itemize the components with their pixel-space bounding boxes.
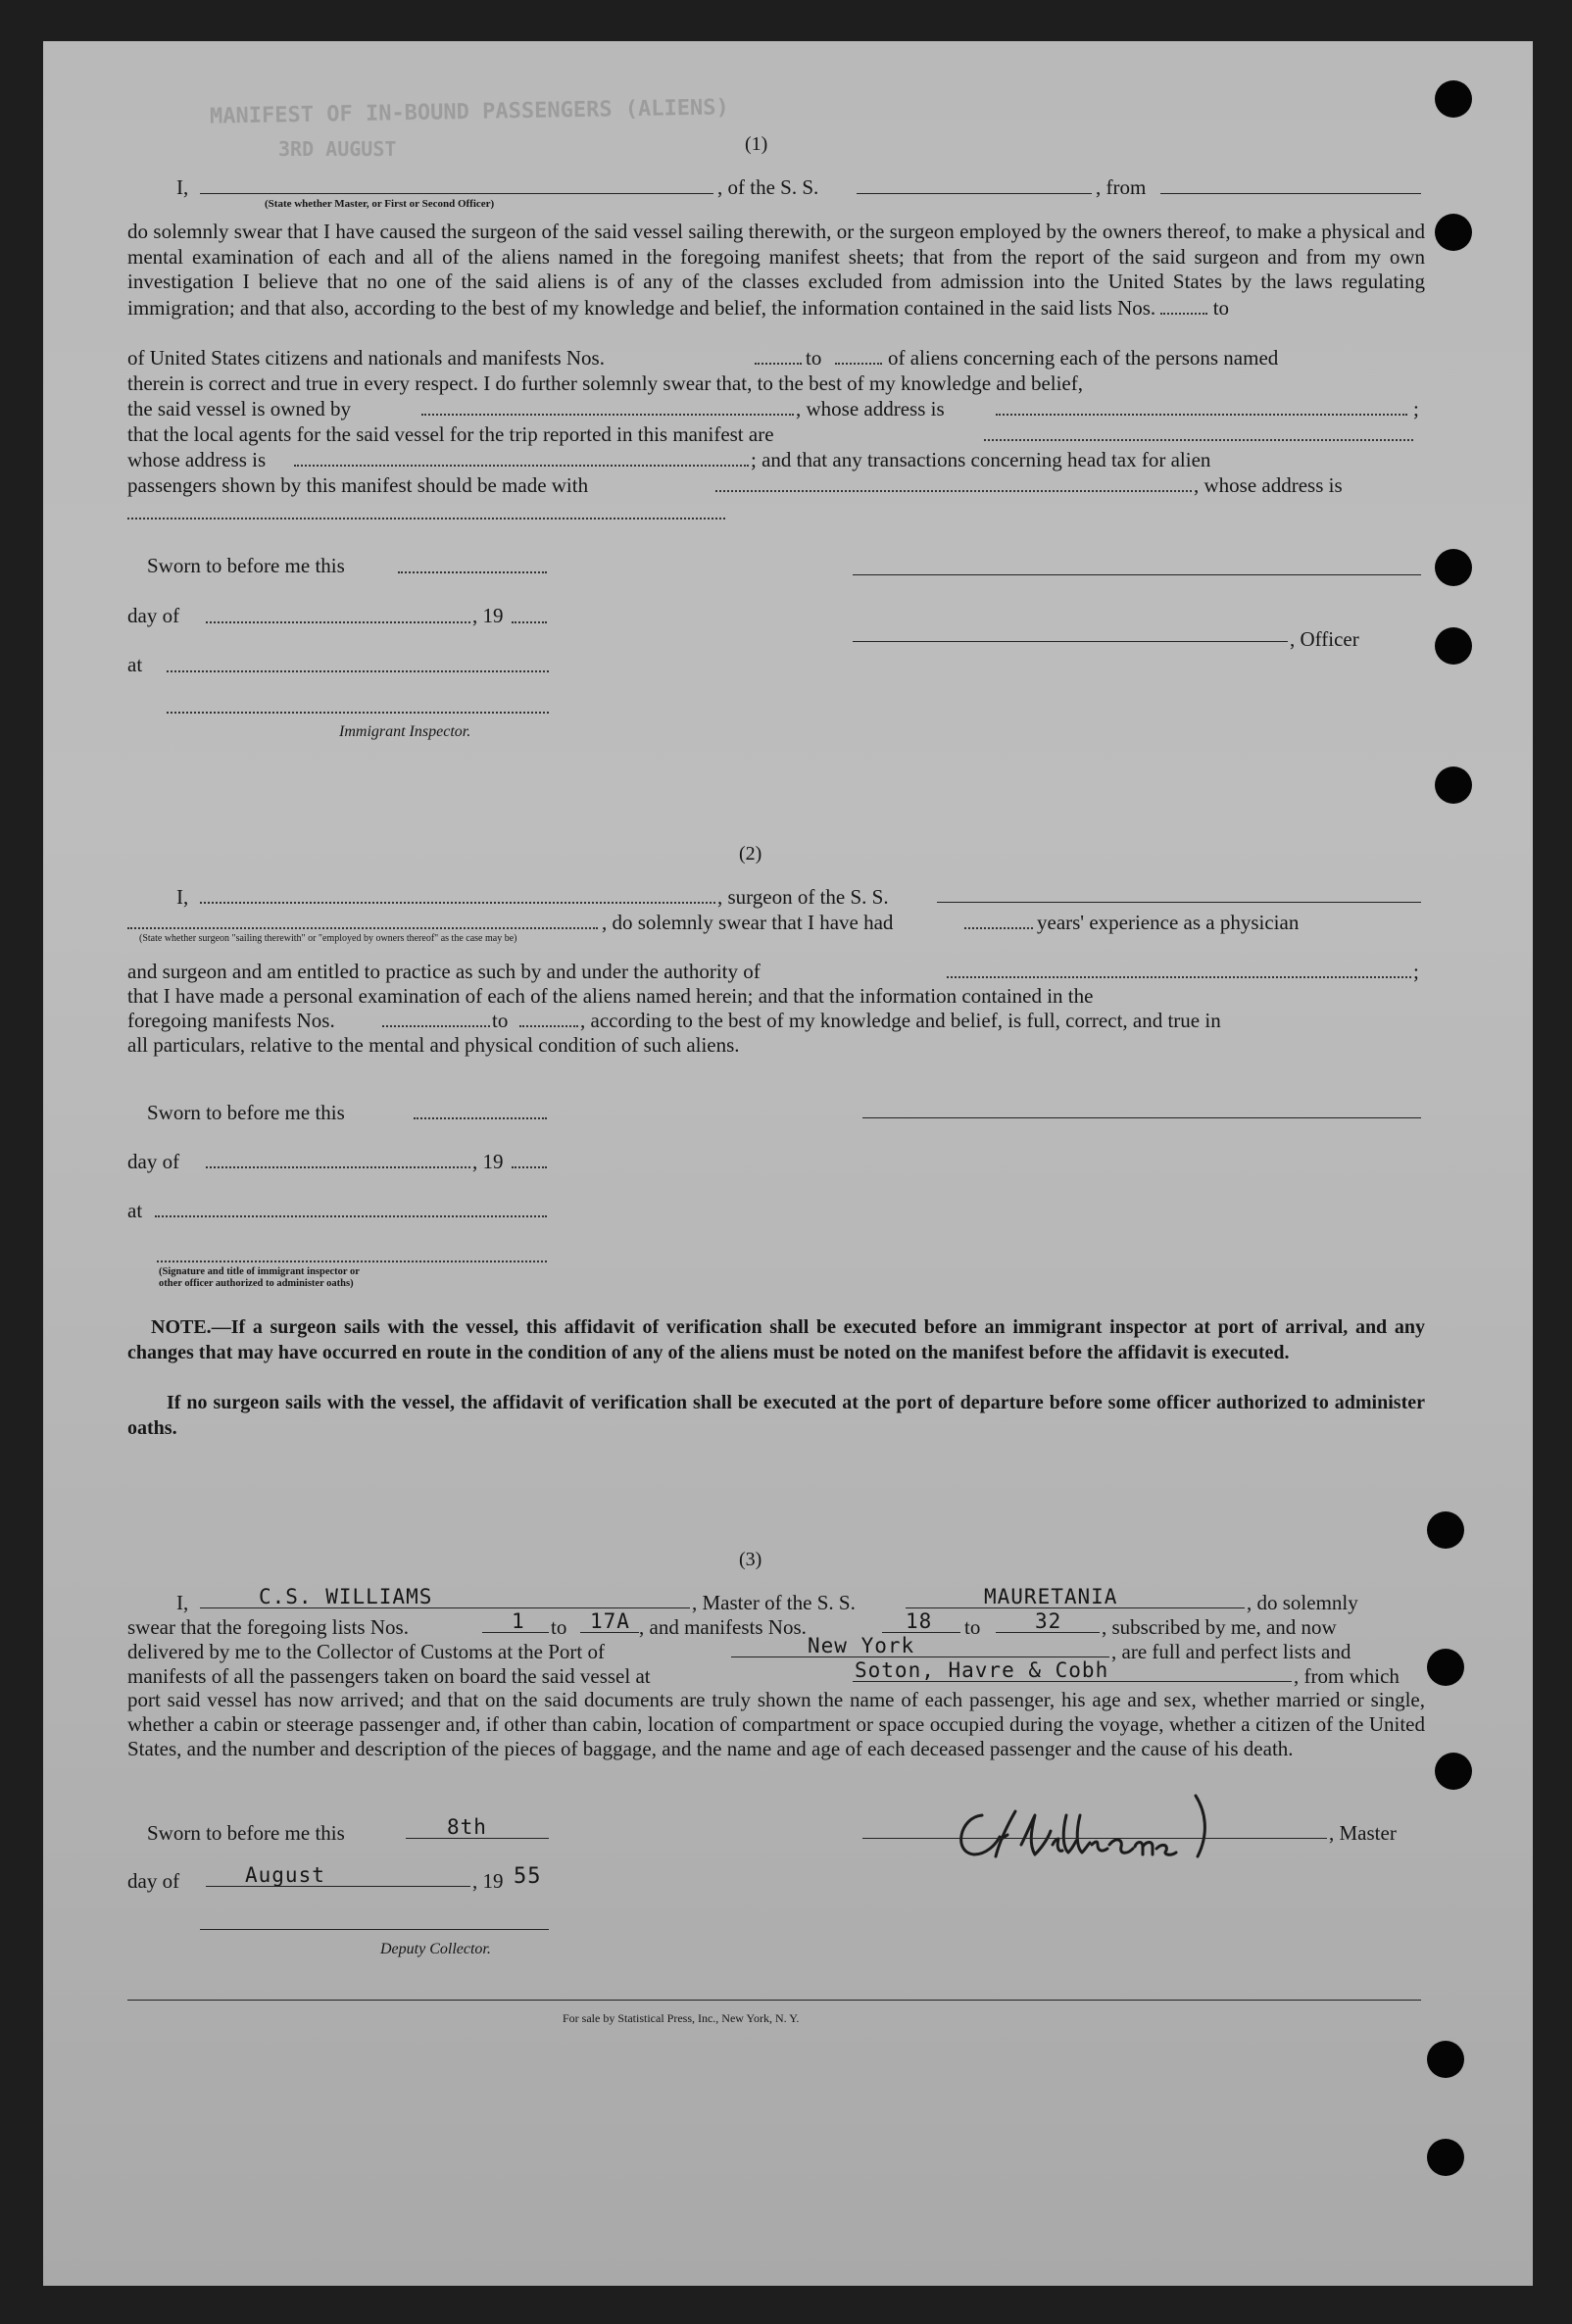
s2-at-line xyxy=(155,1215,547,1217)
ghost-header: MANIFEST OF IN-BOUND PASSENGERS (ALIENS) xyxy=(209,95,729,129)
s2-authority-line xyxy=(947,976,1411,978)
s1-agents-address-line xyxy=(294,465,749,467)
punch-hole xyxy=(1427,1511,1464,1549)
s1-inspector-line xyxy=(167,712,549,714)
punch-hole xyxy=(1435,214,1472,251)
s3-ports-line xyxy=(853,1681,1292,1682)
master-signature xyxy=(906,1776,1347,1884)
s2-authority: and surgeon and am entitled to practice as such by and under the authority of xyxy=(127,960,761,983)
s3-vessel-line xyxy=(906,1607,1245,1608)
s1-head-tax: ; and that any transactions concerning head tax for alien xyxy=(751,448,1211,471)
s1-day-line xyxy=(206,621,470,623)
s1-passengers: passengers shown by this manifest should be made with xyxy=(127,473,589,497)
s1-year-line xyxy=(512,621,547,623)
s2-sworn-line xyxy=(414,1117,547,1119)
s1-whose-address: whose address is xyxy=(127,448,267,471)
punch-hole xyxy=(1435,766,1472,804)
s2-sig-note-1: (Signature and title of immigrant inspector or xyxy=(159,1266,360,1277)
s2-note xyxy=(127,1315,1425,1365)
s1-owner-address-line xyxy=(996,414,1407,416)
s3-list-from: 1 xyxy=(512,1609,525,1633)
s1-officer-sign-line xyxy=(853,641,1288,642)
s2-inspector-line xyxy=(157,1261,547,1262)
s1-sworn-line xyxy=(398,571,547,573)
s1-at-line xyxy=(167,670,549,672)
s2-day-line xyxy=(206,1166,470,1168)
s3-year-suffix: 55 xyxy=(514,1864,542,1889)
s2-note-text-2: If no surgeon sails with the vessel, the affidavit of verification shall be executed at the port of departure before some officer authorized to administer oaths. xyxy=(127,1392,1425,1439)
s1-vessel-line xyxy=(857,193,1092,194)
s3-list-to-line xyxy=(580,1632,639,1633)
punch-hole xyxy=(1427,2139,1464,2176)
punch-hole xyxy=(1435,549,1472,586)
s1-whose-address-end: , whose address is xyxy=(1194,473,1343,497)
s3-master-of: , Master of the S. S. xyxy=(692,1591,856,1614)
s1-of-aliens: of aliens concerning each of the persons named xyxy=(888,346,1279,370)
s2-note-2 xyxy=(127,1391,1425,1441)
s3-manifests-all: manifests of all the passengers taken on board the said vessel at xyxy=(127,1664,651,1688)
punch-hole xyxy=(1435,80,1472,118)
s3-month-line xyxy=(206,1886,470,1887)
section-2-number: (2) xyxy=(739,843,762,865)
s2-note-text: —If a surgeon sails with the vessel, this affidavit of verification shall be executed before an immigrant inspector at port of arrival, and any changes that may have occurred en route in the condition of any of the aliens must be noted on the manifest before the affidavit is executed. xyxy=(127,1316,1425,1363)
s1-citizens-line-2 xyxy=(835,363,882,365)
s1-at: at xyxy=(127,653,143,676)
s2-status-line xyxy=(127,927,598,929)
s1-officer-note: (State whether Master, or First or Second Officer) xyxy=(265,198,495,210)
s3-delivered: delivered by me to the Collector of Customs at the Port of xyxy=(127,1640,605,1663)
s3-vessel: MAURETANIA xyxy=(984,1585,1118,1608)
s2-vessel-line xyxy=(937,902,1421,903)
punch-hole xyxy=(1435,627,1472,665)
s3-to-1: to xyxy=(551,1615,567,1639)
s3-list-to: 17A xyxy=(590,1609,630,1633)
s3-man-from: 18 xyxy=(906,1609,933,1633)
s2-years: years' experience as a physician xyxy=(1037,911,1300,934)
s3-year-prefix: , 19 xyxy=(472,1869,504,1893)
s1-owner-address-label: , whose address is xyxy=(796,397,945,420)
s1-i: I, xyxy=(176,175,189,199)
s3-master-name: C.S. WILLIAMS xyxy=(259,1585,433,1608)
s2-swear: , do solemnly swear that I have had xyxy=(602,911,894,934)
s3-sworn-line xyxy=(406,1838,549,1839)
s1-headtax-line xyxy=(715,490,1192,492)
s3-sworn-day: 8th xyxy=(447,1815,487,1839)
s3-list-from-line xyxy=(482,1632,549,1633)
s2-foregoing: foregoing manifests Nos. xyxy=(127,1009,335,1032)
s1-officer-line xyxy=(200,193,713,194)
s1-agents-line xyxy=(984,439,1413,441)
s3-to-2: to xyxy=(964,1615,981,1639)
s1-to-2: to xyxy=(806,346,822,370)
s3-subscribed: , subscribed by me, and now xyxy=(1102,1615,1337,1639)
s3-sworn: Sworn to before me this xyxy=(147,1821,345,1845)
s1-of-ss: , of the S. S. xyxy=(717,175,819,199)
s3-man-to-line xyxy=(996,1632,1100,1633)
s2-surgeon-name-line xyxy=(200,902,715,904)
s2-i: I, xyxy=(176,885,189,909)
s3-month: August xyxy=(245,1863,325,1887)
s2-manifest-from-line xyxy=(382,1025,490,1027)
footer-rule xyxy=(127,2000,1421,2001)
s1-day-of: day of xyxy=(127,604,180,627)
s3-rest: port said vessel has now arrived; and that on the said documents are truly shown the name of each passenger, his age and sex, whether married or single, whether a cabin or steerage passenger and, if other than cabin, location of compartment or space occupied during the voyage, whether a citizen of the United States, and the number and description of the pieces of baggage, and the name and age of each deceased passenger and the cause of his death. xyxy=(127,1688,1425,1760)
s3-deputy-line xyxy=(200,1929,549,1930)
s3-i: I, xyxy=(176,1591,189,1614)
s2-year: , 19 xyxy=(472,1150,504,1173)
s3-master-line xyxy=(200,1607,690,1608)
s2-sworn: Sworn to before me this xyxy=(147,1101,345,1124)
punch-hole xyxy=(1435,1753,1472,1790)
s1-therein: therein is correct and true in every respect. I do further solemnly swear that, to the best of my knowledge and belief, xyxy=(127,371,1083,395)
s3-full: , are full and perfect lists and xyxy=(1111,1640,1351,1663)
s2-note-label: NOTE. xyxy=(151,1316,212,1338)
s3-port: New York xyxy=(808,1634,915,1657)
s2-exam: that I have made a personal examination of each of the aliens named herein; and that the information contained in the xyxy=(127,984,1094,1008)
s1-citizens-line xyxy=(755,363,802,365)
s2-surgeon-of: , surgeon of the S. S. xyxy=(717,885,889,909)
s3-day-of: day of xyxy=(127,1869,180,1893)
s1-citizens: of United States citizens and nationals and manifests Nos. xyxy=(127,346,605,370)
s3-swear-lists: swear that the foregoing lists Nos. xyxy=(127,1615,409,1639)
s2-particulars: all particulars, relative to the mental and physical condition of such aliens. xyxy=(127,1033,740,1057)
s3-port-line xyxy=(731,1656,1109,1657)
s3-ports-from: Soton, Havre & Cobh xyxy=(855,1658,1109,1682)
s3-solemnly: , do solemnly xyxy=(1247,1591,1358,1614)
s1-signature-line xyxy=(853,574,1421,575)
s1-officer: , Officer xyxy=(1290,627,1359,651)
s2-day-of: day of xyxy=(127,1150,180,1173)
s2-at: at xyxy=(127,1199,143,1222)
s3-master: , Master xyxy=(1329,1821,1397,1845)
s1-headtax-address-line xyxy=(127,518,725,519)
s2-years-line xyxy=(964,927,1033,929)
s3-signature-line xyxy=(862,1838,1327,1839)
s3-man-to: 32 xyxy=(1035,1609,1062,1633)
ghost-date: 3RD AUGUST xyxy=(278,137,397,161)
s2-to: to xyxy=(492,1009,509,1032)
s2-according: , according to the best of my knowledge and belief, is full, correct, and true in xyxy=(580,1009,1221,1032)
s2-sig-note-2: other officer authorized to administer oaths) xyxy=(159,1278,354,1289)
s2-semicolon: ; xyxy=(1413,960,1419,983)
punch-hole xyxy=(1427,1649,1464,1686)
s1-from: , from xyxy=(1096,175,1147,199)
s2-year-line xyxy=(512,1166,547,1168)
s1-year: , 19 xyxy=(472,604,504,627)
s3-deputy: Deputy Collector. xyxy=(380,1941,491,1957)
s1-owner-line xyxy=(421,414,794,416)
s1-owned-by: the said vessel is owned by xyxy=(127,397,352,420)
section-3-number: (3) xyxy=(739,1549,762,1570)
punch-hole xyxy=(1427,2041,1464,2078)
s1-to: to xyxy=(1212,295,1230,320)
s1-paragraph xyxy=(127,220,1425,321)
footer-imprint: For sale by Statistical Press, Inc., New York, N. Y. xyxy=(563,2011,800,2025)
document-page xyxy=(43,41,1533,2286)
s1-sworn: Sworn to before me this xyxy=(147,554,345,577)
s2-status-note: (State whether surgeon "sailing therewith" or "employed by owners thereof" as the case may be) xyxy=(139,933,517,944)
s1-semicolon: ; xyxy=(1413,397,1419,420)
s2-manifest-to-line xyxy=(519,1025,578,1027)
s3-from-which: , from which xyxy=(1294,1664,1400,1688)
s3-manifests: , and manifests Nos. xyxy=(639,1615,807,1639)
s3-man-from-line xyxy=(882,1632,960,1633)
s1-from-line xyxy=(1160,193,1421,194)
s1-local-agents: that the local agents for the said vessel for the trip reported in this manifest are xyxy=(127,422,774,446)
s1-inspector: Immigrant Inspector. xyxy=(339,723,471,740)
s1-paragraph-text: do solemnly swear that I have caused the surgeon of the said vessel sailing therewith, or the surgeon employed by the owners thereof, to make a physical and mental examination of each and all of the aliens named in the foregoing manifest sheets; that from the report of the said surgeon and from my own investigation I believe that no one of the said aliens is of any of the classes excluded from admission into the United States by the laws regulating immigration; and that also, according to the best of my knowledge and belief, the information contained in the said lists Nos. xyxy=(127,220,1425,320)
section-1-number: (1) xyxy=(745,133,768,155)
s2-signature-line xyxy=(862,1117,1421,1118)
